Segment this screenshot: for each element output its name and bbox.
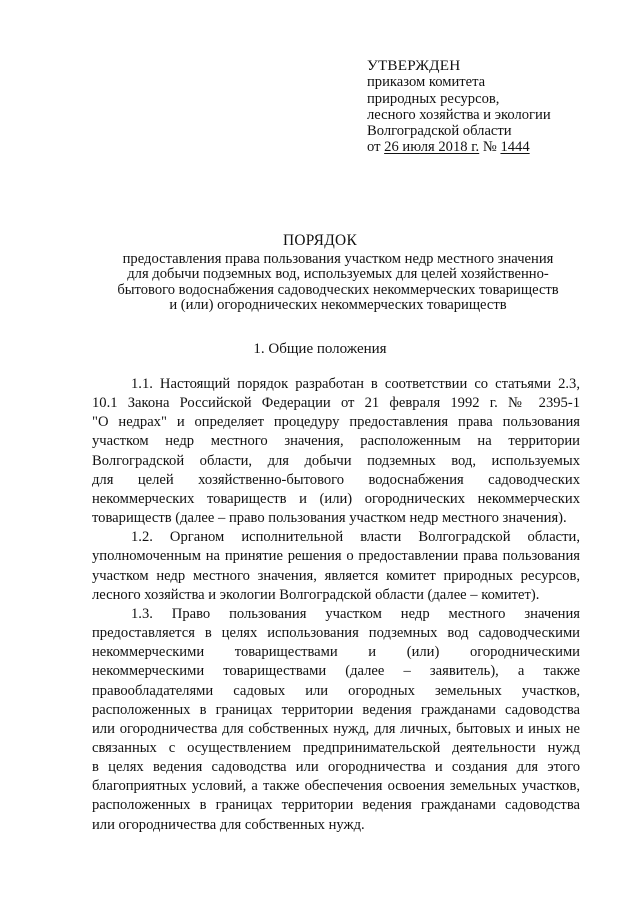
text-line: некоммерческими товариществами (далее – заявитель), а также — [92, 663, 580, 680]
text-line: "О недрах" и определяет процедуру предоставления права пользования — [92, 414, 580, 431]
approval-date-line — [367, 139, 617, 155]
text-line: 10.1 Закона Российской Федерации от 21 февраля 1992 г. № 2395-1 — [92, 395, 580, 412]
number-label: № — [482, 139, 497, 156]
text-line: участком недр местного значения, является комитет природных ресурсов, — [92, 567, 580, 584]
text-line: участком недр местного значения, расположенным на территории — [92, 433, 580, 450]
approval-line: приказом комитета — [367, 74, 486, 91]
text-line: расположенных в границах территории ведения гражданами садоводства — [92, 797, 580, 814]
text-line: 1.3. Право пользования участком недр местного значения — [131, 605, 580, 622]
text-line: в целях ведения садоводства или огородничества и создания для этого — [92, 759, 580, 776]
text-line: для целей хозяйственно-бытового водоснабжения садоводческих — [92, 471, 580, 488]
text-line: 1.2. Органом исполнительной власти Волгоградской области, — [131, 529, 580, 546]
paragraph-1-3 — [92, 605, 580, 835]
text-line: связанных с осуществлением предпринимательской деятельности нужд — [92, 739, 580, 756]
section-heading: 1. Общие положения — [253, 341, 387, 357]
text-line: некоммерческими товариществами и (или) огородническими — [92, 644, 580, 661]
approval-number: 1444 — [500, 139, 530, 156]
text-line: правообладателями садовых или огородных земельных участков, — [92, 682, 580, 699]
text-line: или огородничества для собственных нужд. — [92, 816, 365, 833]
paragraph-1-2 — [92, 528, 580, 605]
text-line: благоприятных условий, а также обеспечения освоения земельных участков, — [92, 778, 580, 795]
approval-stamp — [367, 58, 617, 156]
text-line: 1.1. Настоящий порядок разработан в соответствии со статьями 2.3, — [131, 376, 580, 392]
approval-heading: УТВЕРЖДЕН — [367, 57, 461, 74]
paragraph-1-1 — [92, 375, 580, 528]
date-prefix: от — [367, 139, 381, 156]
document-body — [92, 375, 580, 835]
document-subtitle — [96, 252, 580, 314]
subtitle-line: предоставления права пользования участком недр местного значения — [122, 251, 554, 267]
approval-line: лесного хозяйства и экологии — [367, 106, 551, 123]
text-line: уполномоченным на принятие решения о предоставлении права пользования — [92, 548, 580, 565]
text-line: расположенных в границах территории ведения гражданами садоводства — [92, 701, 580, 718]
subtitle-line: и (или) огороднических некоммерческих товариществ — [169, 297, 507, 314]
text-line: Волгоградской области, для добычи подземных вод, используемых — [92, 452, 580, 469]
subtitle-line: бытового водоснабжения садоводческих некоммерческих товариществ — [117, 281, 559, 298]
text-line: предоставляется в целях использования подземных вод садоводческими — [92, 625, 580, 642]
text-line: лесного хозяйства и экологии Волгоградской области (далее – комитет). — [92, 586, 540, 603]
approval-date: 26 июля 2018 г. — [384, 139, 480, 156]
approval-line: природных ресурсов, — [367, 90, 500, 107]
text-line: товариществ (далее – право пользования участком недр местного значения). — [92, 510, 567, 527]
subtitle-line: для добычи подземных вод, используемых для целей хозяйственно- — [127, 266, 549, 283]
document-title: ПОРЯДОК — [282, 232, 358, 249]
approval-line: Волгоградской области — [367, 123, 512, 140]
text-line: некоммерческих товариществ и (или) огороднических некоммерческих — [92, 490, 580, 507]
text-line: или огородничества для собственных нужд, для личных, бытовых и иных не — [92, 720, 580, 737]
